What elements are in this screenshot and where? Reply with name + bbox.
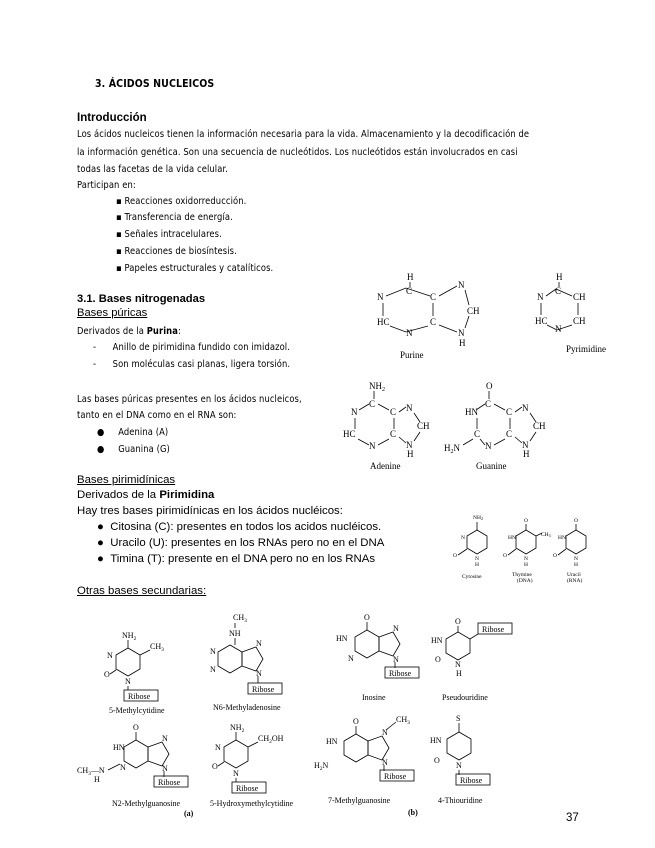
svg-text:HC: HC xyxy=(377,317,390,327)
svg-text:N: N xyxy=(456,761,462,770)
svg-text:O: O xyxy=(553,553,557,559)
panel-a-label: (a) xyxy=(184,809,194,818)
svg-text:N: N xyxy=(125,677,131,686)
pyrimidine-label: Pyrimidine xyxy=(566,344,606,354)
svg-text:N: N xyxy=(120,763,126,772)
methyladenosine-label: N6-Methyladenosine xyxy=(213,703,281,712)
list-item: ● Adenina (A) xyxy=(97,427,169,438)
adenine-label: Adenine xyxy=(370,461,401,471)
pyrimidines-small-figure xyxy=(450,512,625,598)
svg-text:C: C xyxy=(390,407,397,417)
svg-text:N: N xyxy=(475,556,479,562)
svg-text:H: H xyxy=(407,449,414,459)
svg-text:NH2: $NH_2$ xyxy=(122,631,137,642)
svg-text:C: C xyxy=(430,292,437,302)
pyrimidine-text: Hay tres bases pirimidínicas en los ácidos nucléicos: xyxy=(77,505,343,517)
svg-text:N: N xyxy=(406,403,413,413)
svg-text:H: H xyxy=(407,272,414,282)
pseudouridine-label: Pseudouridine xyxy=(442,693,488,702)
ribose-label: Ribose xyxy=(482,625,505,634)
pyrimidine-subheading: Bases pirimidínicas xyxy=(77,474,176,486)
ribose-label: Ribose xyxy=(128,692,151,701)
svg-text:H: H xyxy=(459,338,466,348)
section-title: 3. ÁCIDOS NUCLEICOS xyxy=(95,78,215,90)
svg-text:HN: HN xyxy=(431,636,443,645)
purine-label: Purine xyxy=(400,350,424,360)
svg-text:CH: CH xyxy=(533,421,546,431)
ribose-label: Ribose xyxy=(252,685,275,694)
svg-text:C: C xyxy=(430,317,437,327)
intro-line-2: la información genética. Son una secuencia de nucleótidos. Los nucleótidos están involucrados en casi xyxy=(77,147,518,158)
svg-text:O: O xyxy=(486,381,493,391)
adenine-guanine-figure xyxy=(336,377,556,475)
list-item: ▪ Reacciones de biosíntesis. xyxy=(116,246,237,257)
svg-text:O: O xyxy=(524,518,528,524)
svg-text:HN: HN xyxy=(430,736,442,745)
svg-text:N: N xyxy=(162,764,168,773)
svg-text:CH3: $CH_3$ xyxy=(150,642,164,653)
svg-text:CH3: $CH_3$ xyxy=(396,715,410,726)
svg-text:C: C xyxy=(390,429,397,439)
svg-text:NH2: NH2 xyxy=(473,515,483,521)
list-item: ▪ Transferencia de energía. xyxy=(116,212,233,223)
purine-para-1: Las bases púricas presentes en los ácidos nucleicos, xyxy=(77,394,302,405)
list-item: ● Guanina (G) xyxy=(97,444,170,455)
intro-heading: Introducción xyxy=(77,112,147,124)
thymine-note: (DNA) xyxy=(517,578,533,584)
modified-bases-panel-b xyxy=(310,610,540,822)
svg-text:H2N: $H_2N$ xyxy=(314,761,329,772)
pyrimidine-derived: Derivados de la Pirimidina xyxy=(77,489,215,501)
svg-text:C: C xyxy=(555,286,562,296)
svg-text:N: N xyxy=(382,758,388,767)
svg-text:NH2: $NH_2$ xyxy=(369,381,385,393)
svg-text:O: O xyxy=(364,613,370,622)
other-bases-subheading: Otras bases secundarias: xyxy=(77,585,207,597)
svg-text:CH: CH xyxy=(417,421,430,431)
cytosine-label: Cytosine xyxy=(462,574,482,580)
svg-text:N: N xyxy=(406,328,413,338)
svg-text:CH: CH xyxy=(573,292,586,302)
ribose-label: Ribose xyxy=(460,776,483,785)
svg-text:O: O xyxy=(435,655,441,664)
svg-text:N: N xyxy=(458,328,465,338)
ribose-label: Ribose xyxy=(158,778,181,787)
svg-text:N: N xyxy=(458,280,465,290)
svg-text:S: S xyxy=(456,714,461,723)
svg-text:C: C xyxy=(474,429,481,439)
svg-text:CH2OH: $CH_2OH$ xyxy=(258,734,284,745)
svg-text:H: H xyxy=(574,562,578,568)
svg-text:N: N xyxy=(210,665,216,674)
svg-text:O: O xyxy=(133,723,139,732)
svg-text:HN: HN xyxy=(508,535,516,541)
svg-text:HN: HN xyxy=(558,535,566,541)
svg-text:N: N xyxy=(393,624,399,633)
svg-text:C: C xyxy=(485,399,492,409)
svg-text:N: N xyxy=(393,655,399,664)
svg-text:O: O xyxy=(453,553,457,559)
svg-text:N: N xyxy=(522,403,529,413)
svg-text:N: N xyxy=(524,556,528,562)
svg-text:C: C xyxy=(406,286,413,296)
svg-text:HC: HC xyxy=(343,429,356,439)
svg-text:N: N xyxy=(351,407,358,417)
svg-text:N: N xyxy=(107,651,113,660)
svg-text:N: N xyxy=(555,324,562,334)
svg-text:N: N xyxy=(461,535,465,541)
svg-text:NH2: $NH_2$ xyxy=(230,723,245,734)
guanine-label: Guanine xyxy=(476,461,507,471)
thymine-label: Thymine xyxy=(512,572,532,578)
hydroxymethylcytidine-label: 5-Hydroxymethylcytidine xyxy=(210,799,294,808)
ribose-label: Ribose xyxy=(236,784,259,793)
svg-text:H: H xyxy=(556,272,563,282)
list-item: ▪ Papeles estructurales y catalíticos. xyxy=(116,263,274,274)
svg-text:HN: HN xyxy=(336,634,348,643)
svg-text:CH3: $CH_3$ xyxy=(233,613,247,624)
svg-text:O: O xyxy=(353,717,359,726)
thiouridine-label: 4-Thiouridine xyxy=(438,796,483,805)
uracil-label: Uracil xyxy=(567,572,581,578)
svg-text:O: O xyxy=(434,756,440,765)
svg-text:N: N xyxy=(215,743,221,752)
svg-text:N: N xyxy=(210,647,216,656)
svg-text:H: H xyxy=(456,669,462,678)
svg-text:HN: HN xyxy=(326,737,338,746)
modified-bases-panel-a xyxy=(70,610,330,820)
svg-text:N: N xyxy=(256,639,262,648)
svg-text:O: O xyxy=(455,617,461,626)
svg-text:N: N xyxy=(455,660,461,669)
svg-text:N: N xyxy=(406,440,413,450)
purine-pyrimidine-figure xyxy=(370,268,625,360)
svg-text:CH: CH xyxy=(467,306,480,316)
list-item: ● Timina (T): presente en el DNA pero no en los RNAs xyxy=(97,553,376,565)
list-item: ● Uracilo (U): presentes en los RNAs pero no en el DNA xyxy=(97,537,385,549)
list-item: ● Citosina (C): presentes en todos los acidos nucléicos. xyxy=(97,521,382,533)
intro-line-3: todas las facetas de la vida celular. xyxy=(77,164,228,175)
svg-text:N: N xyxy=(377,292,384,302)
n2-methylguanosine-label: N2-Methylguanosine xyxy=(112,799,180,808)
svg-text:C: C xyxy=(506,429,513,439)
methylguanosine7-label: 7-Methylguanosine xyxy=(328,796,391,805)
svg-text:O: O xyxy=(104,670,110,679)
svg-text:NH: NH xyxy=(229,629,241,638)
participate-label: Participan en: xyxy=(77,180,136,191)
svg-text:H: H xyxy=(524,562,528,568)
svg-text:N: N xyxy=(522,440,529,450)
svg-text:C: C xyxy=(506,407,513,417)
svg-text:N: N xyxy=(382,728,388,737)
list-item: ▪ Señales intracelulares. xyxy=(116,229,222,240)
ribose-label: Ribose xyxy=(389,669,412,678)
uracil-note: (RNA) xyxy=(567,578,583,584)
purine-subheading: Bases púricas xyxy=(77,307,148,319)
svg-text:N: N xyxy=(485,441,492,451)
svg-text:O: O xyxy=(212,762,218,771)
methylcytidine-label: 5-Methylcytidine xyxy=(109,706,165,715)
bases-heading: 3.1. Bases nitrogenadas xyxy=(77,293,206,305)
list-item: - Son moléculas casi planas, ligera torsión. xyxy=(93,359,291,370)
svg-text:CH: CH xyxy=(573,316,586,326)
svg-text:H: H xyxy=(475,562,479,568)
svg-text:H: H xyxy=(523,449,530,459)
svg-text:N: N xyxy=(369,441,376,451)
svg-text:HN: HN xyxy=(113,743,125,752)
svg-text:N: N xyxy=(537,292,544,302)
page-number: 37 xyxy=(566,812,579,824)
inosine-label: Inosine xyxy=(362,693,386,702)
svg-text:CH3: CH3 xyxy=(541,532,551,538)
list-item: ▪ Reacciones oxidorreducción. xyxy=(116,196,247,207)
svg-text:H2N: $H_2N$ xyxy=(444,443,460,455)
panel-b-label: (b) xyxy=(408,808,418,817)
ribose-label: Ribose xyxy=(384,772,407,781)
svg-text:N: N xyxy=(256,669,262,678)
svg-text:C: C xyxy=(369,399,376,409)
svg-text:HC: HC xyxy=(535,316,548,326)
svg-text:O: O xyxy=(574,518,578,524)
svg-text:N: N xyxy=(574,556,578,562)
purine-derived: Derivados de la Purina: xyxy=(77,326,181,337)
svg-text:CH3—N: $CH_3—N$ xyxy=(77,766,105,777)
list-item: - Anillo de pirimidina fundido con imidazol. xyxy=(93,342,290,353)
svg-text:H: H xyxy=(94,775,100,784)
svg-text:O: O xyxy=(503,553,507,559)
intro-line-1: Los ácidos nucleicos tienen la información necesaria para la vida. Almacenamiento y la decodificación de xyxy=(77,129,530,140)
svg-text:N: N xyxy=(233,769,239,778)
purine-para-2: tanto en el DNA como en el RNA son: xyxy=(77,410,237,421)
svg-text:HN: HN xyxy=(465,407,478,417)
svg-text:N: N xyxy=(162,734,168,743)
svg-text:N: N xyxy=(348,654,354,663)
